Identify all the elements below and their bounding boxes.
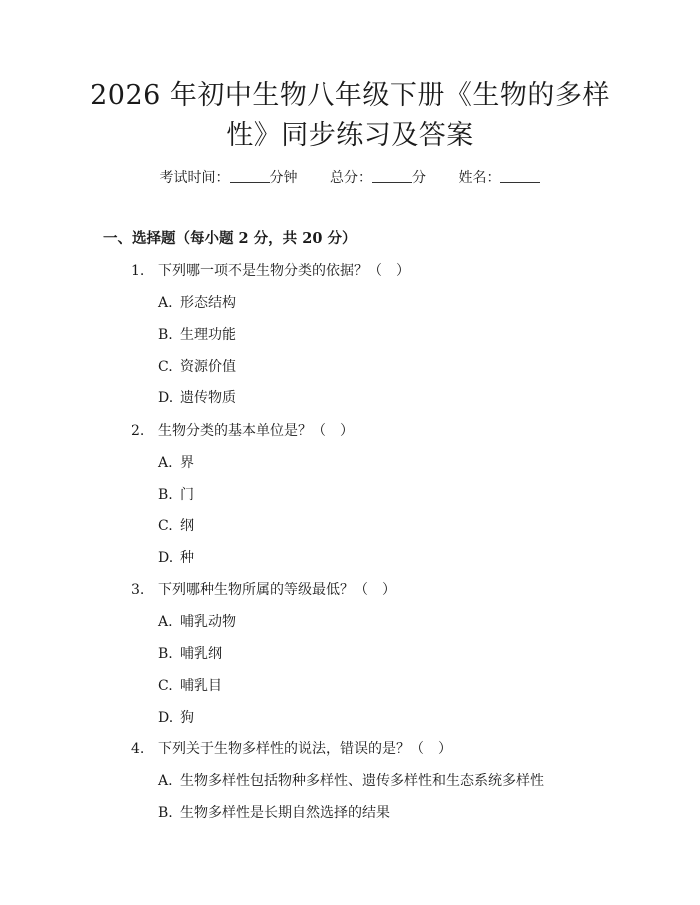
option-text: 界 bbox=[180, 455, 194, 471]
option-2d bbox=[158, 548, 194, 568]
option-3a bbox=[158, 612, 236, 632]
option-letter: D. bbox=[158, 710, 174, 726]
question-4 bbox=[131, 739, 452, 759]
title-line-1: 2026 年初中生物八年级下册《生物的多样 bbox=[90, 80, 610, 111]
option-4b bbox=[158, 803, 390, 823]
option-letter: A. bbox=[158, 614, 173, 630]
option-letter: B. bbox=[158, 805, 173, 821]
option-text: 资源价值 bbox=[180, 359, 236, 375]
exam-meta bbox=[0, 168, 700, 188]
question-number: 4. bbox=[131, 741, 145, 757]
option-2a bbox=[158, 453, 194, 473]
student-name bbox=[458, 168, 540, 188]
total-score bbox=[330, 168, 426, 188]
exam-time-unit: 分钟 bbox=[269, 170, 298, 186]
option-letter: A. bbox=[158, 295, 173, 311]
option-text: 门 bbox=[180, 487, 194, 503]
option-2c bbox=[158, 516, 194, 536]
option-text: 哺乳动物 bbox=[180, 614, 236, 630]
option-text: 生物多样性是长期自然选择的结果 bbox=[180, 805, 390, 821]
option-1a bbox=[158, 293, 236, 313]
question-3 bbox=[131, 580, 396, 600]
section-heading: 一、选择题（每小题 2 分，共 20 分） bbox=[103, 230, 357, 247]
option-letter: B. bbox=[158, 487, 173, 503]
total-score-label: 总分： bbox=[330, 170, 372, 186]
option-letter: B. bbox=[158, 327, 173, 343]
option-3b bbox=[158, 644, 222, 664]
student-name-label: 姓名： bbox=[458, 170, 501, 186]
question-1 bbox=[131, 261, 410, 281]
option-letter: D. bbox=[158, 550, 174, 566]
exam-time-label: 考试时间： bbox=[159, 170, 230, 186]
option-letter: A. bbox=[158, 773, 173, 789]
question-text: 生物分类的基本单位是？（ ） bbox=[158, 423, 354, 439]
option-letter: B. bbox=[158, 646, 173, 662]
option-3d bbox=[158, 708, 194, 728]
option-text: 哺乳目 bbox=[180, 678, 222, 694]
question-text: 下列关于生物多样性的说法，错误的是？（ ） bbox=[158, 741, 452, 757]
option-text: 哺乳纲 bbox=[180, 646, 222, 662]
option-3c bbox=[158, 676, 222, 696]
option-1d bbox=[158, 388, 236, 408]
option-1b bbox=[158, 325, 236, 345]
total-score-unit: 分 bbox=[412, 170, 426, 186]
option-1c bbox=[158, 357, 236, 377]
question-text: 下列哪种生物所属的等级最低？（ ） bbox=[158, 582, 396, 598]
option-letter: D. bbox=[158, 390, 174, 406]
question-2 bbox=[131, 421, 354, 441]
option-text: 形态结构 bbox=[180, 295, 236, 311]
total-score-blank bbox=[372, 168, 412, 183]
option-letter: C. bbox=[158, 678, 173, 694]
option-text: 生物多样性包括物种多样性、遗传多样性和生态系统多样性 bbox=[180, 773, 544, 789]
option-text: 狗 bbox=[180, 710, 194, 726]
option-text: 遗传物质 bbox=[180, 390, 236, 406]
option-letter: C. bbox=[158, 359, 173, 375]
question-number: 2. bbox=[131, 423, 145, 439]
option-letter: C. bbox=[158, 518, 173, 534]
exam-time-blank bbox=[230, 168, 270, 183]
question-number: 3. bbox=[131, 582, 145, 598]
question-number: 1. bbox=[131, 263, 145, 279]
page-title bbox=[60, 76, 640, 156]
option-4a bbox=[158, 771, 544, 791]
option-2b bbox=[158, 485, 194, 505]
option-letter: A. bbox=[158, 455, 173, 471]
option-text: 生理功能 bbox=[180, 327, 236, 343]
option-text: 种 bbox=[180, 550, 194, 566]
option-text: 纲 bbox=[180, 518, 194, 534]
question-text: 下列哪一项不是生物分类的依据？（ ） bbox=[158, 263, 410, 279]
title-line-2: 性》同步练习及答案 bbox=[226, 120, 474, 151]
exam-time bbox=[160, 168, 298, 188]
student-name-blank bbox=[500, 168, 540, 183]
